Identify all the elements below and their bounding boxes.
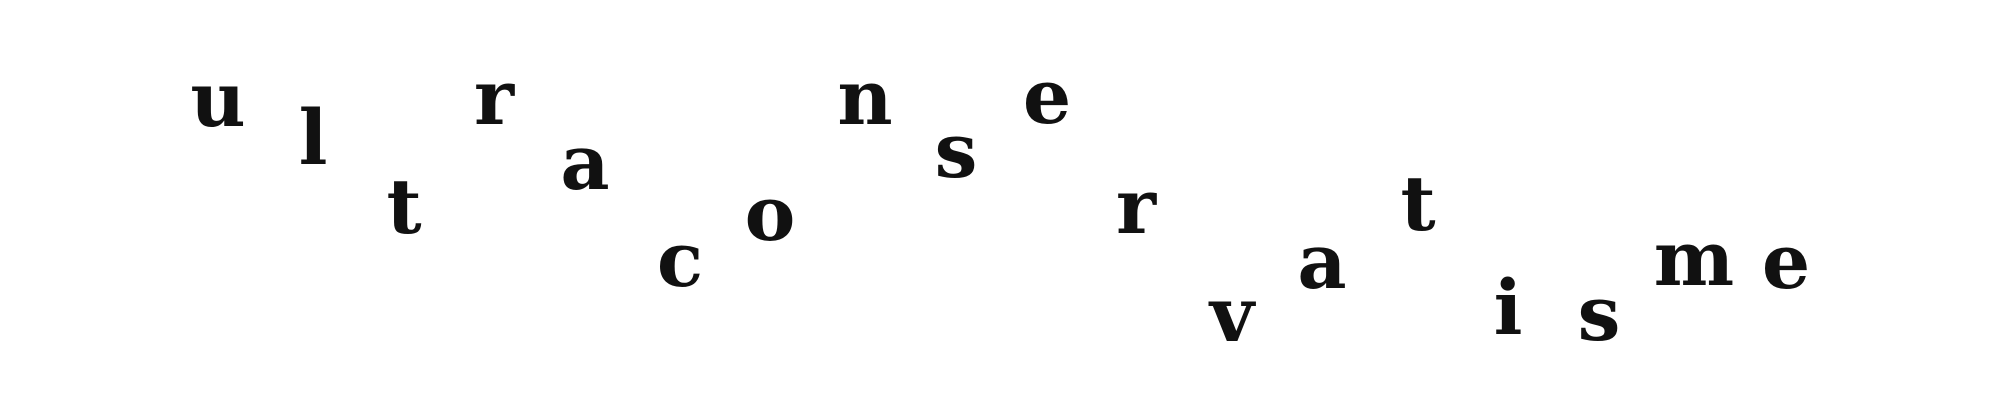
letter-s: s (934, 106, 978, 195)
letter-e: e (1022, 52, 1072, 141)
letter-t: t (386, 162, 422, 251)
letter-e: e (1761, 217, 1811, 306)
letter-r: r (473, 53, 515, 142)
letter-v: v (1209, 270, 1255, 359)
letter-r: r (1115, 162, 1157, 251)
letter-c: c (656, 215, 704, 304)
letter-a: a (1297, 217, 1347, 306)
letter-l: l (298, 93, 328, 182)
letter-i: i (1493, 263, 1523, 352)
letter-n: n (837, 53, 893, 142)
letter-s: s (1577, 269, 1621, 358)
letter-t: t (1400, 159, 1436, 248)
letter-a: a (560, 118, 610, 207)
letter-m: m (1653, 214, 1735, 303)
letter-o: o (744, 169, 796, 258)
letter-u: u (190, 55, 246, 144)
